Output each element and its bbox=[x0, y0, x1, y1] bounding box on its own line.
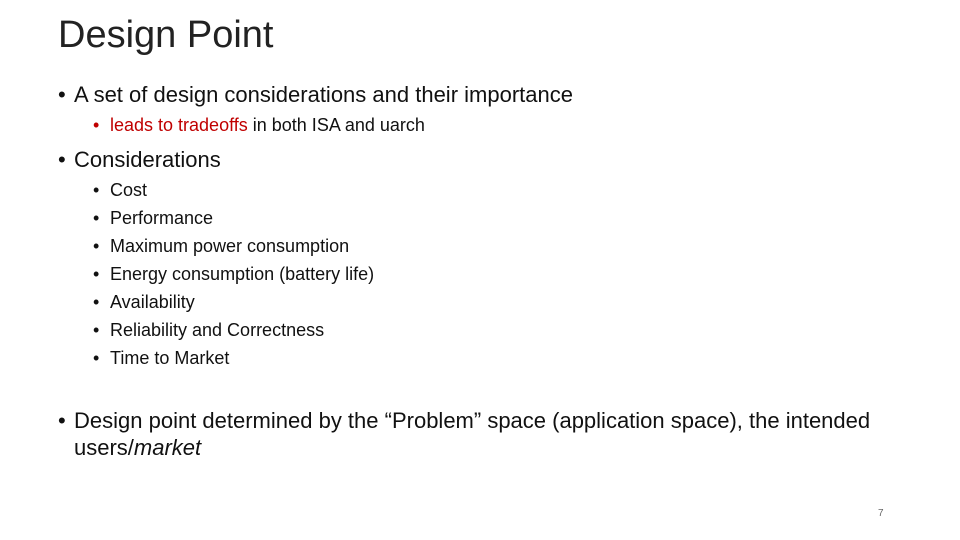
bullet-point-considerations bbox=[58, 146, 928, 173]
list-item-text: Maximum power consumption bbox=[110, 236, 350, 256]
bullet-icon: • bbox=[58, 82, 66, 107]
bullet-point-design-point bbox=[58, 407, 928, 461]
sub-bullet-rest: in both ISA and uarch bbox=[247, 115, 425, 135]
bullet-icon: • bbox=[58, 147, 66, 172]
bullet-icon: • bbox=[93, 320, 100, 340]
list-item bbox=[93, 232, 349, 260]
list-item bbox=[93, 316, 324, 344]
bullet-icon: • bbox=[93, 264, 100, 284]
list-item-text: Energy consumption (battery life) bbox=[110, 264, 375, 284]
highlight-text: leads to tradeoffs bbox=[110, 115, 248, 135]
slide-title: Design Point bbox=[58, 14, 274, 56]
bullet-icon: • bbox=[93, 348, 100, 368]
list-item bbox=[93, 204, 213, 232]
list-item bbox=[93, 176, 147, 204]
bullet-icon: • bbox=[58, 408, 66, 433]
list-item bbox=[93, 288, 195, 316]
bullet-text: Considerations bbox=[74, 147, 221, 172]
page-number: 7 bbox=[878, 508, 884, 519]
list-item-text: Availability bbox=[110, 292, 195, 312]
bullet-icon: • bbox=[93, 236, 100, 256]
sub-bullet-text bbox=[110, 111, 425, 139]
bullet-text-italic: market bbox=[133, 435, 202, 460]
bullet-point-design-considerations bbox=[58, 81, 928, 108]
bullet-text bbox=[74, 407, 928, 461]
list-item bbox=[93, 260, 374, 288]
bullet-text: A set of design considerations and their importance bbox=[74, 82, 573, 107]
bullet-icon: • bbox=[93, 115, 100, 135]
list-item-text: Cost bbox=[110, 180, 148, 200]
list-item-text: Time to Market bbox=[110, 348, 230, 368]
bullet-icon: • bbox=[93, 208, 100, 228]
list-item-text: Performance bbox=[110, 208, 214, 228]
bullet-icon: • bbox=[93, 180, 100, 200]
bullet-icon: • bbox=[93, 292, 100, 312]
list-item-text: Reliability and Correctness bbox=[110, 320, 325, 340]
list-item bbox=[93, 344, 229, 372]
bullet-text-main: Design point determined by the “Problem” space (application space), the intended users/ bbox=[74, 408, 871, 460]
sub-bullet-tradeoffs bbox=[93, 111, 425, 139]
